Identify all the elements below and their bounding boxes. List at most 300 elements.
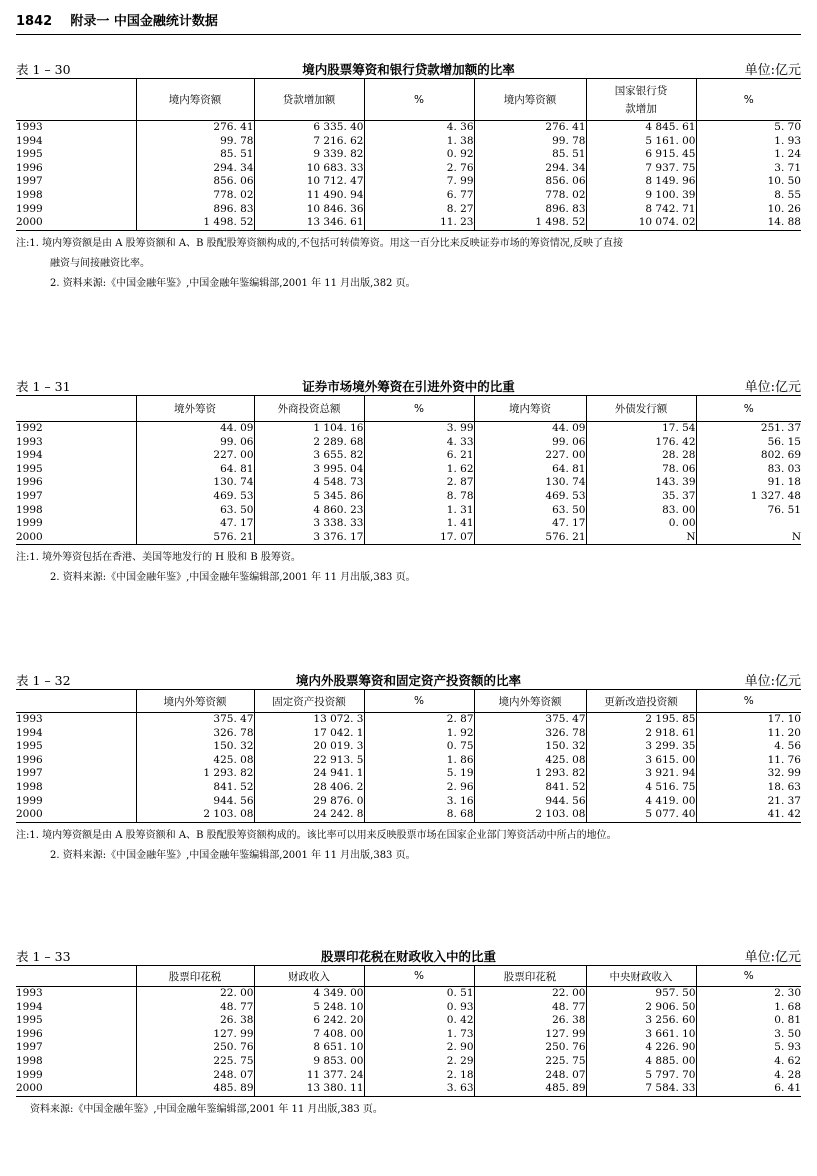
value-cell: 576. 21 [474,531,586,545]
table-row [16,490,801,504]
value-cell: 4. 62 [696,1055,801,1069]
value-cell: 99. 06 [136,436,254,450]
year-cell: 1997 [16,175,43,188]
table-row [16,767,801,781]
value-cell: 4 419. 00 [586,795,696,809]
table-title: 境内股票筹资和银行贷款增加额的比率 [302,62,515,77]
stub-header [16,966,136,987]
value-cell: 2. 87 [364,713,474,727]
value-cell: 150. 32 [136,740,254,754]
note-line: 注:1. 境外筹资包括在香港、美国等地发行的 H 股和 B 股筹资。 [16,552,301,564]
value-cell: 47. 17 [474,517,586,531]
value-cell: 250. 76 [474,1041,586,1055]
value-cell: 8 651. 10 [254,1041,364,1055]
year-cell: 1993 [16,987,43,999]
table-row [16,436,801,450]
value-cell: 78. 06 [586,463,696,477]
value-cell: 9 853. 00 [254,1055,364,1069]
value-cell: 2 918. 61 [586,727,696,741]
column-header: 股票印花税 [474,966,586,987]
column-header: 财政收入 [254,966,364,987]
value-cell: 10 712. 47 [254,175,364,189]
value-cell: 0. 51 [364,987,474,1001]
value-cell: 10. 26 [696,203,801,217]
stub-header [16,396,136,422]
value-cell: 841. 52 [474,781,586,795]
value-cell: N [696,531,801,545]
value-cell: 294. 34 [136,162,254,176]
value-cell: 251. 37 [696,422,801,436]
value-cell: 17. 54 [586,422,696,436]
value-cell: 3 256. 60 [586,1014,696,1028]
value-cell: 11 490. 94 [254,189,364,203]
value-cell: 11. 23 [364,216,474,230]
value-cell: 5 077. 40 [586,808,696,822]
value-cell: 130. 74 [136,476,254,490]
column-header: 股票印花税 [136,966,254,987]
value-cell: 64. 81 [474,463,586,477]
value-cell: 3. 63 [364,1082,474,1096]
value-cell: 0. 92 [364,148,474,162]
value-cell: 28 406. 2 [254,781,364,795]
table-body [16,121,801,231]
year-cell: 1995 [16,148,43,161]
value-cell: 841. 52 [136,781,254,795]
column-header: 更新改造投资额 [586,690,696,713]
value-cell: 3 299. 35 [586,740,696,754]
table-row [16,740,801,754]
value-cell: 143. 39 [586,476,696,490]
table-row [16,727,801,741]
value-cell: 2 289. 68 [254,436,364,450]
table-title: 证券市场境外筹资在引进外资中的比重 [302,379,515,394]
table-row [16,463,801,477]
value-cell: 1 293. 82 [474,767,586,781]
value-cell: 248. 07 [474,1069,586,1083]
value-cell: 1. 41 [364,517,474,531]
year-cell: 1996 [16,753,43,766]
value-cell: 8 149. 96 [586,175,696,189]
data-table [16,78,801,231]
value-cell: 76. 51 [696,504,801,518]
column-header: % [696,966,801,987]
table-row [16,121,801,135]
year-cell: 2000 [16,808,136,822]
value-cell: 176. 42 [586,436,696,450]
table-row [16,1069,801,1083]
value-cell: 85. 51 [136,148,254,162]
year-cell: 1993 [16,121,43,133]
value-cell: 957. 50 [586,987,696,1001]
value-cell: 326. 78 [136,727,254,741]
value-cell: 9 339. 82 [254,148,364,162]
value-cell: 4. 28 [696,1069,801,1083]
value-cell: 425. 08 [474,754,586,768]
table-body [16,713,801,823]
note-line: 2. 资料来源:《中国金融年鉴》,中国金融年鉴编辑部,2001 年 11 月出版,382 页。 [50,277,416,289]
table-row [16,531,801,545]
table-row [16,754,801,768]
value-cell: 99. 78 [474,135,586,149]
value-cell: 48. 77 [474,1001,586,1015]
value-cell: 5 345. 86 [254,490,364,504]
value-cell: 64. 81 [136,463,254,477]
value-cell: 944. 56 [474,795,586,809]
value-cell: 35. 37 [586,490,696,504]
data-table [16,965,801,1097]
value-cell: 4. 36 [364,121,474,135]
value-cell: 2. 96 [364,781,474,795]
value-cell: 150. 32 [474,740,586,754]
value-cell: 1 104. 16 [254,422,364,436]
value-cell: 896. 83 [136,203,254,217]
year-cell: 1994 [16,449,43,462]
table-row [16,216,801,230]
value-cell: 22. 00 [474,987,586,1001]
table-title-row [16,375,801,395]
table-row [16,517,801,531]
column-header: 境内筹资额 [136,79,254,121]
value-cell: 7 408. 00 [254,1028,364,1042]
value-cell: 4 516. 75 [586,781,696,795]
year-cell: 1998 [16,1054,43,1067]
value-cell: 83. 03 [696,463,801,477]
table-row [16,987,801,1001]
column-header: 贷款增加额 [254,79,364,121]
table-row [16,1001,801,1015]
value-cell: 2 906. 50 [586,1001,696,1015]
table-body [16,987,801,1097]
table-row [16,1055,801,1069]
value-cell: 1 293. 82 [136,767,254,781]
value-cell: 13 072. 3 [254,713,364,727]
table-row [16,504,801,518]
value-cell: 1. 73 [364,1028,474,1042]
value-cell: 4. 56 [696,740,801,754]
value-cell: 4 548. 73 [254,476,364,490]
table-row [16,422,801,436]
table-notes [16,826,801,866]
column-header: 固定资产投资额 [254,690,364,713]
value-cell: 1 327. 48 [696,490,801,504]
value-cell: 8. 68 [364,808,474,822]
note-line: 融资与间接融资比率。 [50,257,150,269]
value-cell: 5 161. 00 [586,135,696,149]
value-cell: 1. 68 [696,1001,801,1015]
value-cell: 4 860. 23 [254,504,364,518]
value-cell: 10 683. 33 [254,162,364,176]
table-unit: 单位:亿元 [744,63,801,78]
table-notes [16,1100,801,1120]
table-number: 表 1 – 32 [16,673,71,688]
stub-header [16,79,136,121]
value-cell: 13 346. 61 [254,216,364,230]
value-cell: 20 019. 3 [254,740,364,754]
table-row [16,795,801,809]
year-cell: 1996 [16,476,43,489]
table-row [16,1041,801,1055]
value-cell: 6. 21 [364,449,474,463]
column-header: 外商投资总额 [254,396,364,422]
column-header: 境内外筹资额 [474,690,586,713]
value-cell: 10 074. 02 [586,216,696,230]
value-cell: 6 242. 20 [254,1014,364,1028]
value-cell: 5. 19 [364,767,474,781]
table-row [16,713,801,727]
table-notes [16,234,801,294]
table-title: 境内外股票筹资和固定资产投资额的比率 [295,673,521,688]
value-cell: N [586,531,696,545]
table-row [16,449,801,463]
value-cell: 3 661. 10 [586,1028,696,1042]
year-cell: 2000 [16,1082,136,1096]
value-cell: 276. 41 [474,121,586,135]
year-cell: 1995 [16,1014,43,1027]
year-cell: 1995 [16,740,43,753]
value-cell: 21. 37 [696,795,801,809]
value-cell: 130. 74 [474,476,586,490]
value-cell: 9 100. 39 [586,189,696,203]
value-cell: 375. 47 [474,713,586,727]
column-header: % [696,396,801,422]
value-cell: 485. 89 [474,1082,586,1096]
value-cell: 227. 00 [474,449,586,463]
year-cell: 1999 [16,794,43,807]
year-cell: 1995 [16,462,43,475]
table-row [16,175,801,189]
column-header: 外债发行额 [586,396,696,422]
table-section-1-30 [16,58,801,294]
table-unit: 单位:亿元 [744,950,801,965]
page-header [16,10,801,35]
value-cell: 778. 02 [136,189,254,203]
value-cell: 18. 63 [696,781,801,795]
value-cell: 3 995. 04 [254,463,364,477]
table-number: 表 1 – 30 [16,62,71,77]
table-body [16,422,801,545]
value-cell: 10 846. 36 [254,203,364,217]
value-cell: 3 615. 00 [586,754,696,768]
year-cell: 1997 [16,767,43,780]
table-row [16,148,801,162]
value-cell: 29 876. 0 [254,795,364,809]
table-title-row [16,945,801,965]
table-number: 表 1 – 33 [16,949,71,964]
value-cell: 99. 06 [474,436,586,450]
value-cell: 7 584. 33 [586,1082,696,1096]
value-cell: 83. 00 [586,504,696,518]
note-line: 注:1. 境内筹资额是由 A 股筹资额和 A、B 股配股筹资额构成的,不包括可转债筹资。用这一百分比来反映证券市场的筹资情况,反映了直接 [16,237,623,249]
value-cell: 856. 06 [136,175,254,189]
value-cell: 1. 24 [696,148,801,162]
column-header: 境内外筹资额 [136,690,254,713]
column-header: % [696,79,801,121]
value-cell [696,517,801,531]
value-cell: 127. 99 [136,1028,254,1042]
column-header: 境内筹资额 [474,79,586,121]
year-cell: 1999 [16,1068,43,1081]
table-title-row [16,669,801,689]
value-cell: 3 921. 94 [586,767,696,781]
value-cell: 14. 88 [696,216,801,230]
year-cell: 2000 [16,216,136,230]
data-table [16,395,801,545]
value-cell: 1. 92 [364,727,474,741]
year-cell: 1996 [16,1027,43,1040]
value-cell: 11 377. 24 [254,1069,364,1083]
table-row [16,203,801,217]
value-cell: 4 885. 00 [586,1055,696,1069]
year-cell: 1999 [16,517,43,530]
column-header: 境内筹资 [474,396,586,422]
value-cell: 8 742. 71 [586,203,696,217]
value-cell: 2 103. 08 [136,808,254,822]
table-section-1-31 [16,375,801,588]
value-cell: 44. 09 [136,422,254,436]
value-cell: 2 195. 85 [586,713,696,727]
value-cell: 5. 70 [696,121,801,135]
value-cell: 778. 02 [474,189,586,203]
table-row [16,808,801,822]
column-header: % [696,690,801,713]
value-cell: 1. 62 [364,463,474,477]
year-cell: 1994 [16,1000,43,1013]
value-cell: 2. 90 [364,1041,474,1055]
year-cell: 1998 [16,188,43,201]
value-cell: 485. 89 [136,1082,254,1096]
value-cell: 2. 76 [364,162,474,176]
value-cell: 17. 07 [364,531,474,545]
value-cell: 3 338. 33 [254,517,364,531]
value-cell: 127. 99 [474,1028,586,1042]
value-cell: 1 498. 52 [474,216,586,230]
note-line: 注:1. 境内筹资额是由 A 股筹资额和 A、B 股配股筹资额构成的。该比率可以用来反映股票市场在国家企业部门筹资活动中所占的地位。 [16,829,617,841]
value-cell: 425. 08 [136,754,254,768]
value-cell: 4. 33 [364,436,474,450]
note-line: 资料来源:《中国金融年鉴》,中国金融年鉴编辑部,2001 年 11 月出版,383 页。 [30,1103,383,1115]
value-cell: 1. 93 [696,135,801,149]
value-cell: 63. 50 [474,504,586,518]
column-header: % [364,966,474,987]
value-cell: 13 380. 11 [254,1082,364,1096]
value-cell: 5. 93 [696,1041,801,1055]
year-cell: 1997 [16,489,43,502]
value-cell: 225. 75 [136,1055,254,1069]
value-cell: 227. 00 [136,449,254,463]
value-cell: 7 216. 62 [254,135,364,149]
value-cell: 10. 50 [696,175,801,189]
note-line: 2. 资料来源:《中国金融年鉴》,中国金融年鉴编辑部,2001 年 11 月出版,383 页。 [50,572,416,584]
value-cell: 44. 09 [474,422,586,436]
table-unit: 单位:亿元 [744,674,801,689]
note-line: 2. 资料来源:《中国金融年鉴》,中国金融年鉴编辑部,2001 年 11 月出版,383 页。 [50,849,416,861]
year-cell: 1997 [16,1041,43,1054]
table-unit: 单位:亿元 [744,380,801,395]
value-cell: 85. 51 [474,148,586,162]
value-cell: 3 655. 82 [254,449,364,463]
table-row [16,1028,801,1042]
column-header: % [364,396,474,422]
table-row [16,1014,801,1028]
value-cell: 11. 20 [696,727,801,741]
value-cell: 896. 83 [474,203,586,217]
value-cell: 91. 18 [696,476,801,490]
year-cell: 1998 [16,780,43,793]
value-cell: 24 941. 1 [254,767,364,781]
value-cell: 8. 55 [696,189,801,203]
value-cell: 5 797. 70 [586,1069,696,1083]
value-cell: 225. 75 [474,1055,586,1069]
value-cell: 7. 99 [364,175,474,189]
table-row [16,1082,801,1096]
year-cell: 1996 [16,161,43,174]
value-cell: 56. 15 [696,436,801,450]
value-cell: 6. 77 [364,189,474,203]
value-cell: 63. 50 [136,504,254,518]
year-cell: 1994 [16,726,43,739]
value-cell: 856. 06 [474,175,586,189]
value-cell: 6. 41 [696,1082,801,1096]
year-cell: 1998 [16,503,43,516]
value-cell: 3. 16 [364,795,474,809]
value-cell: 26. 38 [136,1014,254,1028]
column-header: % [364,79,474,121]
value-cell: 2 103. 08 [474,808,586,822]
page-number: 1842 [16,14,53,29]
value-cell: 294. 34 [474,162,586,176]
value-cell: 22. 00 [136,987,254,1001]
value-cell: 3. 50 [696,1028,801,1042]
table-notes [16,548,801,588]
table-section-1-33 [16,945,801,1120]
table-section-1-32 [16,669,801,866]
year-cell: 1993 [16,713,43,725]
value-cell: 17. 10 [696,713,801,727]
value-cell: 5 248. 10 [254,1001,364,1015]
value-cell: 1. 86 [364,754,474,768]
value-cell: 0. 00 [586,517,696,531]
value-cell: 4 226. 90 [586,1041,696,1055]
value-cell: 99. 78 [136,135,254,149]
table-row [16,162,801,176]
value-cell: 7 937. 75 [586,162,696,176]
value-cell: 47. 17 [136,517,254,531]
value-cell: 6 915. 45 [586,148,696,162]
year-cell: 1992 [16,422,43,434]
value-cell: 8. 27 [364,203,474,217]
value-cell: 8. 78 [364,490,474,504]
value-cell: 22 913. 5 [254,754,364,768]
value-cell: 3. 99 [364,422,474,436]
value-cell: 944. 56 [136,795,254,809]
year-cell: 2000 [16,531,136,545]
value-cell: 4 845. 61 [586,121,696,135]
value-cell: 2. 18 [364,1069,474,1083]
value-cell: 2. 29 [364,1055,474,1069]
value-cell: 469. 53 [136,490,254,504]
value-cell: 276. 41 [136,121,254,135]
value-cell: 1 498. 52 [136,216,254,230]
value-cell: 3 376. 17 [254,531,364,545]
table-number: 表 1 – 31 [16,379,71,394]
table-row [16,189,801,203]
value-cell: 326. 78 [474,727,586,741]
value-cell: 802. 69 [696,449,801,463]
table-row [16,476,801,490]
value-cell: 0. 75 [364,740,474,754]
table-title: 股票印花税在财政收入中的比重 [320,949,496,964]
value-cell: 3. 71 [696,162,801,176]
